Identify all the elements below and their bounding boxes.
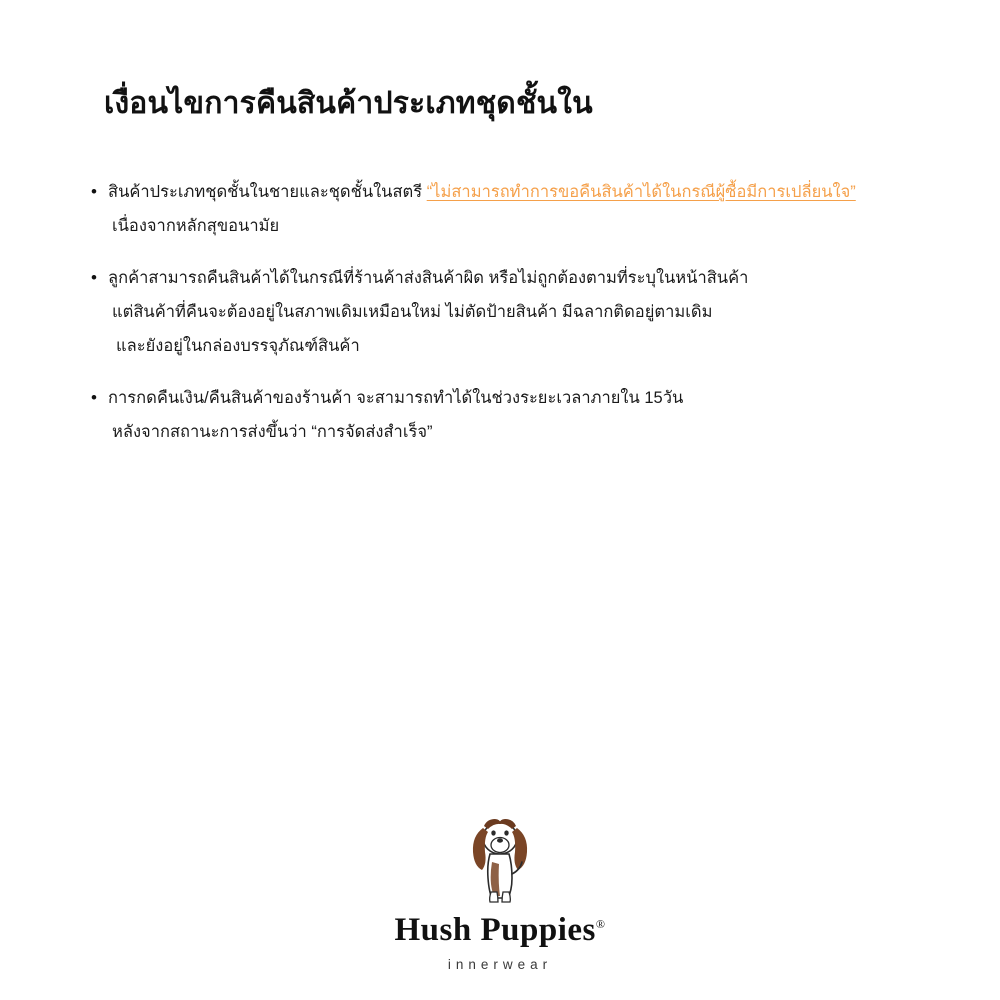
text-line <box>108 381 910 415</box>
basset-hound-dog-icon <box>454 812 546 908</box>
sub-brand-label: innerwear <box>447 957 553 972</box>
bullet-marker-icon: • <box>91 182 97 201</box>
plain-text: การกดคืนเงิน/คืนสินค้าของร้านค้า จะสามารถทำได้ในช่วงระยะเวลาภายใน 15วัน <box>108 389 684 407</box>
brand-name-text: Hush Puppies <box>394 912 596 948</box>
page-title: เงื่อนไขการคืนสินค้าประเภทชุดชั้นใน <box>104 87 593 120</box>
list-item-text <box>108 261 910 363</box>
plain-text: ลูกค้าสามารถคืนสินค้าได้ในกรณีที่ร้านค้าส่งสินค้าผิด หรือไม่ถูกต้องตามที่ระบุในหน้าสินค้า <box>108 269 749 287</box>
brand-logo-block <box>0 812 1000 972</box>
plain-text: เนื่องจากหลักสุขอนามัย <box>112 217 280 235</box>
highlighted-text: “ไม่สามารถทำการขอคืนสินค้าได้ในกรณีผู้ซื้อมีการเปลี่ยนใจ” <box>426 183 856 201</box>
plain-text: แต่สินค้าที่คืนจะต้องอยู่ในสภาพเดิมเหมือนใหม่ ไม่ตัดป้ายสินค้า มีฉลากติดอยู่ตามเดิม <box>112 303 713 321</box>
text-line <box>108 295 910 329</box>
list-item-text <box>108 381 910 449</box>
bullet-marker-icon: • <box>91 388 97 407</box>
terms-list <box>80 175 910 467</box>
plain-text: สินค้าประเภทชุดชั้นในชายและชุดชั้นในสตรี <box>108 183 427 201</box>
list-item <box>80 261 910 363</box>
list-item-text <box>108 175 910 243</box>
brand-name <box>0 912 1000 949</box>
text-line <box>108 209 910 243</box>
text-line <box>108 415 910 449</box>
text-line <box>108 329 910 363</box>
text-line <box>108 261 910 295</box>
bullet-marker-icon: • <box>91 268 97 287</box>
list-item <box>80 175 910 243</box>
plain-text: หลังจากสถานะการส่งขึ้นว่า “การจัดส่งสำเร็จ” <box>112 423 433 441</box>
list-item <box>80 381 910 449</box>
plain-text: และยังอยู่ในกล่องบรรจุภัณฑ์สินค้า <box>116 337 360 355</box>
text-line <box>108 175 910 209</box>
trademark-symbol: ® <box>595 917 606 931</box>
